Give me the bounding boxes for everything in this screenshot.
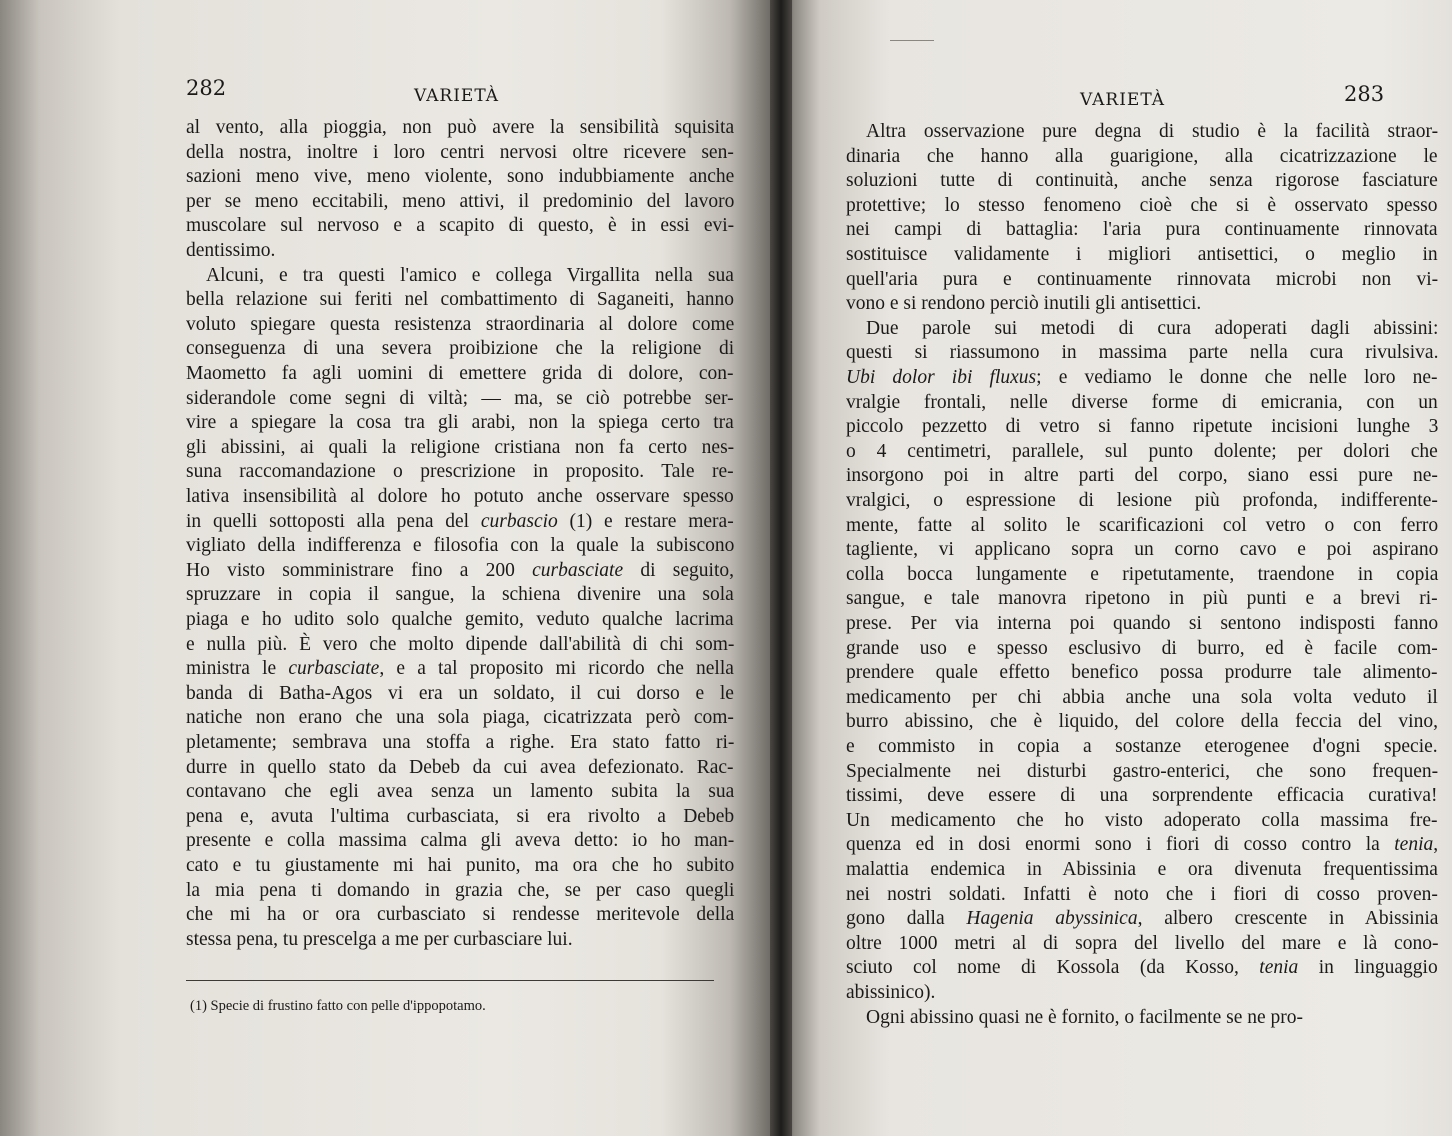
left-running-head: VARIETÀ	[414, 86, 500, 106]
text-line: sangue, e tale manovra ripetono in più punti e a brevi ri-	[846, 588, 1438, 610]
text-line: Due parole sui metodi di cura adoperati dagli abissini:	[866, 317, 1439, 339]
right-running-head: VARIETÀ	[1080, 90, 1166, 110]
text-line: nei campi di battaglia: l'aria pura continuamente rinnovata	[846, 219, 1438, 241]
text-line: vigliato della indifferenza e filosofia con la quale la subiscono	[186, 535, 735, 557]
left-body-text	[186, 116, 734, 956]
book-gutter	[770, 0, 792, 1136]
text-line: conseguenza di una severa proibizione che la religione di	[186, 338, 735, 360]
text-line: sazioni meno vive, meno violente, sono indubbiamente anche	[186, 166, 735, 188]
text-line: nei nostri soldati. Infatti è noto che i fiori di cosso proven-	[846, 883, 1438, 905]
text-line: o 4 centimetri, parallele, sul punto dolente; per dolori che	[846, 440, 1438, 462]
text-line: ministra le curbasciate, e a tal proposito mi ricordo che nella	[186, 658, 734, 680]
text-line: presente e colla massima calma gli aveva detto: io ho man-	[186, 830, 735, 852]
text-line: banda di Batha-Agos vi era un soldato, il cui dorso e le	[186, 682, 734, 704]
text-line: per se meno eccitabili, meno attivi, il predominio del lavoro	[186, 190, 735, 212]
text-line: protettive; lo stesso fenomeno cioè che si è osservato spesso	[846, 194, 1438, 216]
right-page-number: 283	[1344, 82, 1385, 106]
text-line: gono dalla Hagenia abyssinica, albero crescente in Abissinia	[846, 908, 1439, 930]
top-mark	[890, 40, 934, 41]
text-line: vono e si rendono perciò inutili gli antisettici.	[846, 293, 1202, 315]
text-line: medicamento per chi abbia anche una sola volta veduto il	[846, 686, 1438, 708]
text-line: malattia endemica in Abissinia e ora divenuta frequentissima	[846, 859, 1438, 880]
text-line: abissinico).	[846, 982, 936, 1003]
text-line: prendere quale effetto benefico possa produrre tale alimento-	[846, 662, 1438, 684]
text-line: piaga e ho udito solo qualche gemito, veduto qualche lacrima	[186, 609, 734, 630]
text-line: Alcuni, e tra questi l'amico e collega Virgallita nella sua	[206, 264, 734, 286]
text-line: vralgici, o espressione di lesione più profonda, indifferente-	[846, 490, 1438, 511]
text-line: burro abissino, che è liquido, del colore della feccia del vino,	[846, 711, 1438, 733]
text-line: pena e, avuta l'ultima curbasciata, si era rivolto a Debeb	[186, 805, 735, 827]
right-page	[780, 0, 1452, 1136]
footnote-rule	[186, 980, 714, 981]
text-line: stessa pena, tu prescelga a me per curbasciare lui.	[186, 928, 573, 950]
text-line: suna raccomandazione o prescrizione in proposito. Tale re-	[186, 461, 734, 483]
text-line: quenza ed in dosi enormi sono i fiori di cosso contro la tenia,	[846, 834, 1439, 856]
text-line: Specialmente nei disturbi gastro-enterici, che sono frequen-	[846, 760, 1439, 782]
text-line: durre in quello stato da Debeb da cui avea defezionato. Rac-	[186, 756, 734, 778]
text-line: vralgie frontali, nelle diverse forme di emicrania, con un	[846, 391, 1438, 413]
text-line: mente, fatte al solito le scarificazioni col vetro o con ferro	[846, 514, 1439, 536]
text-line: Ogni abissino quasi ne è fornito, o facilmente se ne pro-	[866, 1006, 1304, 1028]
text-line: sostituisce validamente i migliori antisettici, o meglio in	[846, 244, 1438, 265]
text-line: gli abissini, ai quali la religione cristiana non fa certo nes-	[186, 436, 735, 458]
text-line: tagliente, vi applicano sopra un corno cavo e poi aspirano	[846, 539, 1439, 561]
text-line: piccolo pezzetto di vetro si fanno ripetute incisioni lunghe 3	[846, 416, 1439, 438]
text-line: lativa insensibilità al dolore ho potuto anche osservare spesso	[186, 486, 734, 507]
text-line: la mia pena ti domando in grazia che, se per caso quegli	[186, 879, 735, 901]
text-line: colla bocca lungamente e ripetutamente, traendone in copia	[846, 563, 1439, 585]
text-line: voluto spiegare questa resistenza straordinaria al dolore come	[186, 313, 735, 335]
text-line: vire a spiegare la cosa tra gli arabi, non la spiega certo tra	[186, 412, 734, 434]
text-line: pletamente; sembrava una stoffa a righe. Era stato fatto ri-	[186, 732, 735, 753]
text-line: oltre 1000 metri al di sopra del livello del mare e là cono-	[846, 932, 1439, 954]
text-line: contavano che egli avea senza un lamento subita la sua	[186, 781, 735, 803]
text-line: natiche non erano che una sola piaga, cicatrizzata però com-	[186, 707, 734, 729]
text-line: grande uso e spesso esclusivo di burro, ed è facile com-	[846, 637, 1438, 659]
text-line: cato e tu giustamente mi hai punito, ma ora che ho subito	[186, 855, 735, 876]
text-line: in quelli sottoposti alla pena del curbascio (1) e restare mera-	[186, 510, 734, 532]
text-line: tissimi, deve essere di una sorprendente efficacia curativa!	[846, 785, 1438, 807]
text-line: insorgono poi in altre parti del corpo, siano essi pure ne-	[846, 465, 1438, 487]
text-line: Ubi dolor ibi fluxus; e vediamo le donne che nelle loro ne-	[846, 367, 1438, 388]
text-line: al vento, alla pioggia, non può avere la sensibilità squisita	[186, 117, 735, 138]
text-line: dinaria che hanno alla guarigione, alla cicatrizzazione le	[846, 145, 1438, 167]
text-line: soluzioni tutte di continuità, anche senza rigorose fasciature	[846, 170, 1438, 192]
text-line: prese. Per via interna poi quando si sentono indisposti fanno	[846, 613, 1439, 634]
text-line: e commisto in copia a sostanze eterogenee d'ogni specie.	[846, 736, 1438, 757]
text-line: Altra osservazione pure degna di studio è la facilità straor-	[866, 121, 1439, 142]
text-line: Un medicamento che ho visto adoperato colla massima fre-	[846, 809, 1438, 831]
text-line: della nostra, inoltre i loro centri nervosi oltre ricevere sen-	[186, 141, 734, 163]
text-line: dentissimo.	[186, 240, 276, 261]
left-page-number: 282	[186, 76, 227, 100]
text-line: che mi ha or ora curbasciato si rendesse meritevole della	[186, 904, 735, 926]
text-line: e nulla più. È vero che molto dipende dall'abilità di chi som-	[186, 633, 735, 655]
text-line: bella relazione sui feriti nel combattimento di Saganeiti, hanno	[186, 289, 735, 311]
right-body-text	[846, 120, 1438, 1040]
text-line: Maometto fa agli uomini di emettere grida di dolore, con-	[186, 363, 734, 384]
footnote: (1) Specie di frustino fatto con pelle d'ippopotamo.	[190, 998, 486, 1014]
text-line: Ho visto somministrare fino a 200 curbasciate di seguito,	[186, 559, 734, 581]
text-line: questi si riassumono in massima parte nella cura rivulsiva.	[846, 342, 1439, 364]
text-line: spruzzare in copia il sangue, la schiena divenire una sola	[186, 584, 734, 606]
text-line: siderandole come segni di viltà; — ma, se ciò potrebbe ser-	[186, 387, 734, 409]
text-line: sciuto col nome di Kossola (da Kosso, tenia in linguaggio	[846, 957, 1438, 979]
text-line: muscolare sul nervoso e a scapito di questo, è in essi evi-	[186, 215, 735, 237]
text-line: quell'aria pura e continuamente rinnovata microbi non vi-	[846, 268, 1439, 290]
